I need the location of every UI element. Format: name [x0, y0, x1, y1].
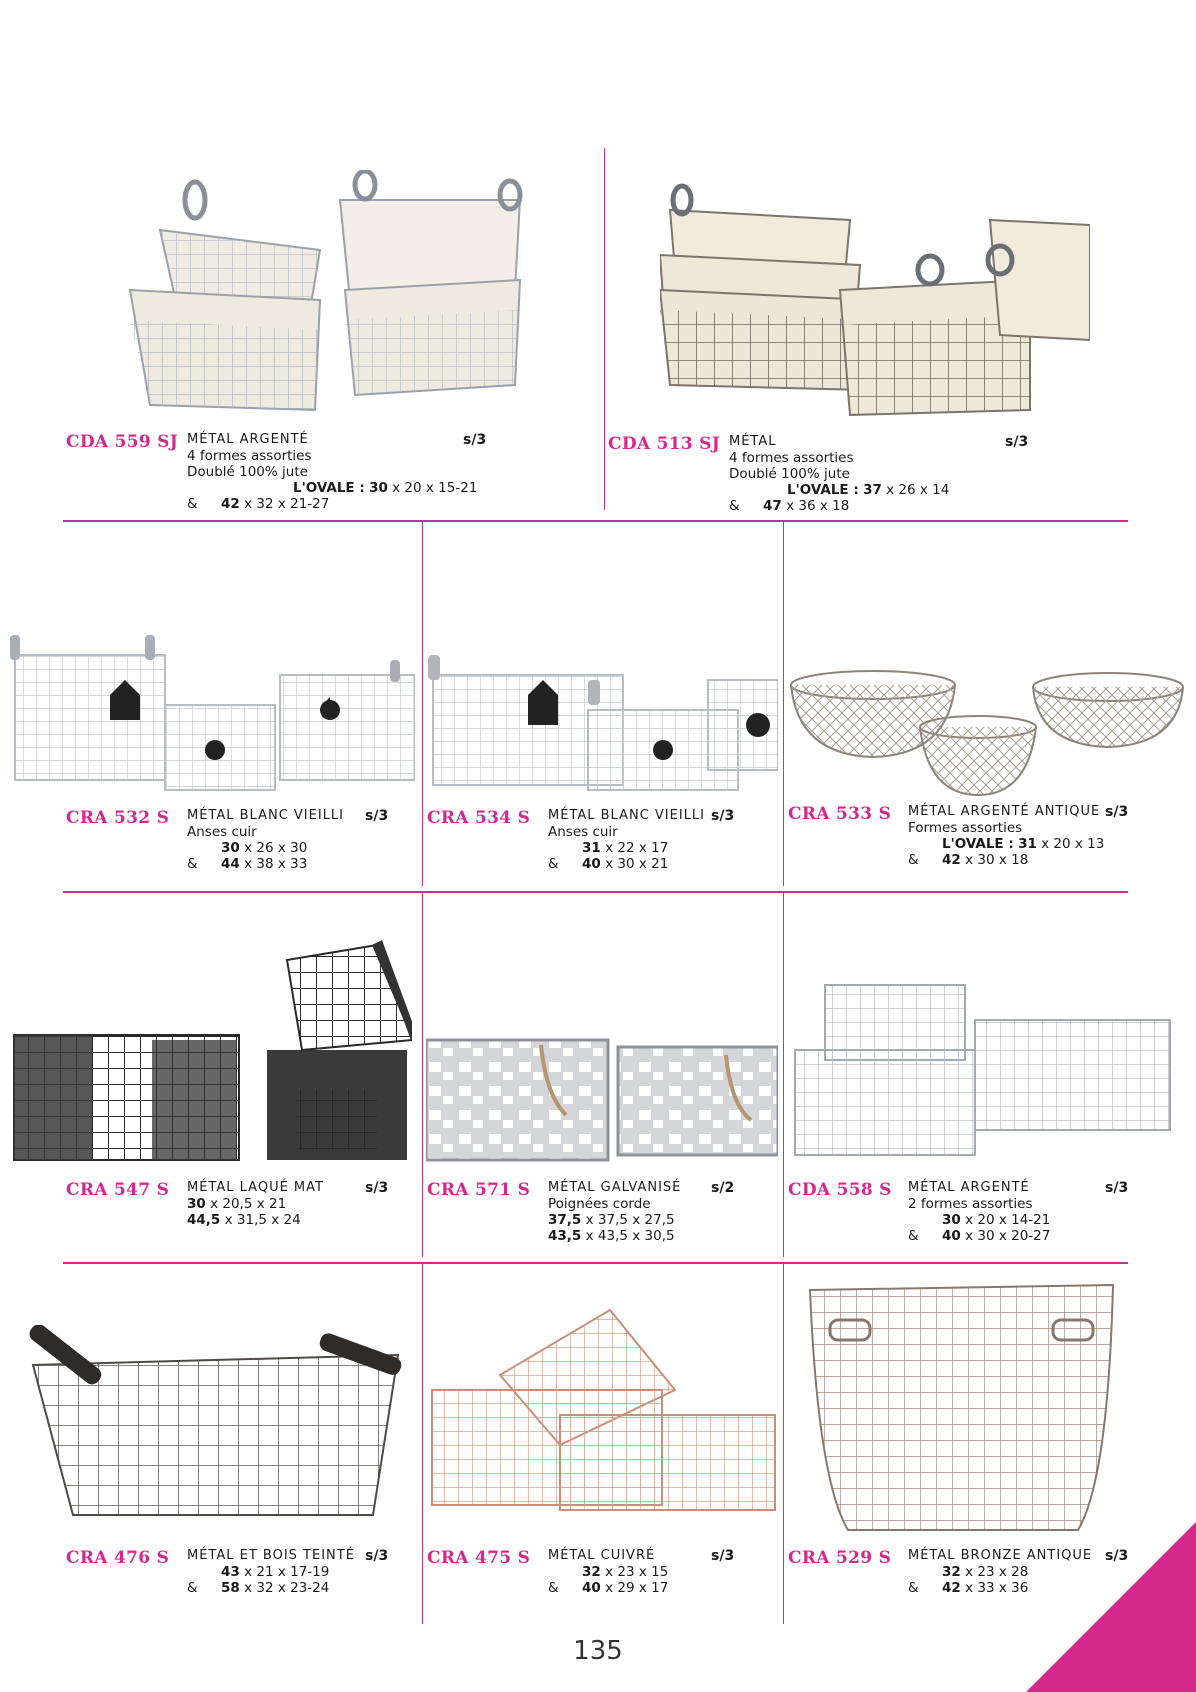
ampersand: & — [908, 1580, 919, 1596]
product-description — [908, 1180, 1050, 1244]
description-line: Doublé 100% jute — [187, 464, 308, 480]
dimension-value: 44 — [221, 856, 240, 872]
product-code: CRA 534 S — [427, 808, 531, 828]
dimension-line — [908, 1212, 1050, 1228]
product-title: MÉTAL ARGENTÉ — [187, 432, 309, 447]
product-description — [548, 1548, 668, 1596]
product-description — [187, 1548, 355, 1596]
dimension-value: 37 — [863, 482, 882, 498]
product-code: CDA 559 SJ — [66, 432, 179, 452]
product-photo-cda558s — [790, 980, 1180, 1160]
row-divider-2 — [63, 891, 1128, 893]
ampersand: & — [729, 498, 740, 514]
product-code: CRA 529 S — [788, 1548, 892, 1568]
ampersand: & — [908, 1228, 919, 1244]
dimension-line — [908, 1228, 1050, 1244]
dimension-rest: x 22 x 17 — [600, 840, 669, 856]
product-description — [729, 434, 949, 514]
product-photo-cra571s — [426, 1035, 778, 1165]
product-photo-cda559sj — [120, 170, 540, 420]
dimension-line — [187, 496, 477, 512]
dimension-rest: x 20,5 x 21 — [205, 1196, 287, 1212]
dimension-value: 40 — [582, 856, 601, 872]
product-title: MÉTAL ARGENTÉ ANTIQUE — [908, 804, 1101, 819]
dimension-rest: x 31,5 x 24 — [220, 1212, 301, 1228]
row-divider-3 — [63, 1262, 1128, 1264]
dimension-rest: x 29 x 17 — [600, 1580, 669, 1596]
product-code: CRA 547 S — [66, 1180, 170, 1200]
dimension-rest: x 23 x 28 — [960, 1564, 1029, 1580]
dimension-value: 31 — [1018, 836, 1037, 852]
product-description — [187, 808, 344, 872]
product-photo-cra532s — [10, 630, 415, 795]
ampersand: & — [187, 496, 198, 512]
dimension-rest: x 20 x 14-21 — [960, 1212, 1051, 1228]
product-code: CRA 532 S — [66, 808, 170, 828]
dimension-line — [187, 1212, 324, 1228]
col-divider-r3-1 — [422, 893, 423, 1257]
dimension-line — [908, 836, 1104, 852]
dimension-value: 32 — [942, 1564, 961, 1580]
product-title: MÉTAL ARGENTÉ — [908, 1180, 1030, 1195]
dimension-line — [187, 856, 344, 872]
dimension-rest: x 21 x 17-19 — [239, 1564, 330, 1580]
dimension-line — [548, 1212, 681, 1228]
set-quantity: s/3 — [711, 1548, 735, 1564]
description-line: 4 formes assorties — [187, 448, 312, 464]
product-photo-cda513sj — [660, 180, 1090, 420]
product-code: CDA 558 S — [788, 1180, 892, 1200]
dimension-line — [187, 1564, 355, 1580]
dimension-rest: x 43,5 x 30,5 — [581, 1228, 675, 1244]
product-photo-cra547s — [12, 940, 412, 1170]
ampersand: & — [548, 856, 559, 872]
dimension-value: 30 — [187, 1196, 206, 1212]
product-title: MÉTAL GALVANISÉ — [548, 1180, 682, 1195]
dimension-value: 31 — [582, 840, 601, 856]
col-divider-r3-2 — [783, 893, 784, 1257]
product-description — [187, 1180, 324, 1228]
ampersand: & — [908, 852, 919, 868]
row-divider-1 — [63, 520, 1128, 522]
col-divider-r2-1 — [422, 522, 423, 886]
dimension-rest: x 36 x 18 — [781, 498, 850, 514]
col-divider-r2-2 — [783, 522, 784, 886]
product-photo-cra529s — [808, 1280, 1118, 1540]
dimension-rest: x 20 x 15-21 — [387, 480, 478, 496]
page-number: 135 — [573, 1636, 623, 1666]
dimension-label: L'OVALE : — [293, 480, 365, 496]
ampersand: & — [187, 856, 198, 872]
product-photo-cra476s — [18, 1325, 413, 1525]
dimension-rest: x 33 x 36 — [960, 1580, 1029, 1596]
dimension-value: 43 — [221, 1564, 240, 1580]
set-quantity: s/3 — [365, 1180, 389, 1196]
col-divider-top — [604, 148, 605, 510]
col-divider-r4-1 — [422, 1264, 423, 1624]
dimension-rest: x 30 x 18 — [960, 852, 1029, 868]
dimension-rest: x 37,5 x 27,5 — [581, 1212, 675, 1228]
set-quantity: s/3 — [711, 808, 735, 824]
product-description — [187, 432, 477, 512]
dimension-line — [187, 480, 477, 496]
set-quantity: s/2 — [711, 1180, 735, 1196]
set-quantity: s/3 — [1005, 434, 1029, 450]
product-title: MÉTAL ET BOIS TEINTÉ — [187, 1548, 355, 1563]
set-quantity: s/3 — [463, 432, 487, 448]
product-code: CRA 533 S — [788, 804, 892, 824]
product-title: MÉTAL BLANC VIEILLI — [548, 808, 706, 823]
dimension-value: 30 — [369, 480, 388, 496]
description-line: 2 formes assorties — [908, 1196, 1033, 1212]
dimension-line — [548, 840, 705, 856]
dimension-rest: x 32 x 23-24 — [239, 1580, 330, 1596]
product-title: MÉTAL — [729, 434, 777, 449]
dimension-line — [548, 1580, 668, 1596]
description-line: Anses cuir — [187, 824, 257, 840]
product-code: CRA 475 S — [427, 1548, 531, 1568]
dimension-rest: x 30 x 20-27 — [960, 1228, 1051, 1244]
product-photo-cra533s — [788, 665, 1188, 800]
dimension-value: 43,5 — [548, 1228, 582, 1244]
product-description — [548, 1180, 681, 1244]
dimension-value: 37,5 — [548, 1212, 582, 1228]
dimension-label: L'OVALE : — [787, 482, 859, 498]
col-divider-r4-2 — [783, 1264, 784, 1624]
dimension-label: L'OVALE : — [942, 836, 1014, 852]
set-quantity: s/3 — [1105, 1548, 1129, 1564]
dimension-value: 40 — [582, 1580, 601, 1596]
description-line: Formes assorties — [908, 820, 1023, 836]
description-line: 4 formes assorties — [729, 450, 854, 466]
set-quantity: s/3 — [365, 1548, 389, 1564]
dimension-value: 42 — [942, 852, 961, 868]
dimension-rest: x 23 x 15 — [600, 1564, 669, 1580]
dimension-line — [548, 1564, 668, 1580]
product-photo-cra534s — [428, 650, 778, 795]
dimension-rest: x 20 x 13 — [1036, 836, 1105, 852]
dimension-value: 32 — [582, 1564, 601, 1580]
description-line: Anses cuir — [548, 824, 618, 840]
description-line: Poignées corde — [548, 1196, 651, 1212]
dimension-value: 40 — [942, 1228, 961, 1244]
dimension-line — [729, 482, 949, 498]
dimension-rest: x 26 x 30 — [239, 840, 308, 856]
product-code: CDA 513 SJ — [608, 434, 721, 454]
dimension-rest: x 32 x 21-27 — [239, 496, 330, 512]
dimension-rest: x 26 x 14 — [881, 482, 950, 498]
dimension-line — [908, 852, 1104, 868]
dimension-line — [729, 498, 949, 514]
dimension-value: 42 — [942, 1580, 961, 1596]
set-quantity: s/3 — [1105, 804, 1129, 820]
ampersand: & — [548, 1580, 559, 1596]
product-photo-cra475s — [430, 1305, 780, 1515]
product-title: MÉTAL CUIVRÉ — [548, 1548, 656, 1563]
dimension-line — [548, 856, 705, 872]
dimension-value: 42 — [221, 496, 240, 512]
dimension-rest: x 30 x 21 — [600, 856, 669, 872]
product-title: MÉTAL BRONZE ANTIQUE — [908, 1548, 1093, 1563]
product-code: CRA 476 S — [66, 1548, 170, 1568]
dimension-value: 47 — [763, 498, 782, 514]
product-title: MÉTAL BLANC VIEILLI — [187, 808, 345, 823]
product-description — [908, 804, 1104, 868]
corner-triangle-decoration — [1026, 1522, 1196, 1692]
description-line: Doublé 100% jute — [729, 466, 850, 482]
set-quantity: s/3 — [1105, 1180, 1129, 1196]
dimension-line — [187, 1580, 355, 1596]
dimension-line — [548, 1228, 681, 1244]
dimension-line — [187, 1196, 324, 1212]
dimension-value: 30 — [221, 840, 240, 856]
dimension-value: 58 — [221, 1580, 240, 1596]
dimension-value: 44,5 — [187, 1212, 221, 1228]
dimension-value: 30 — [942, 1212, 961, 1228]
dimension-line — [187, 840, 344, 856]
ampersand: & — [187, 1580, 198, 1596]
product-description — [548, 808, 705, 872]
product-title: MÉTAL LAQUÉ MAT — [187, 1180, 324, 1195]
dimension-rest: x 38 x 33 — [239, 856, 308, 872]
product-code: CRA 571 S — [427, 1180, 531, 1200]
set-quantity: s/3 — [365, 808, 389, 824]
